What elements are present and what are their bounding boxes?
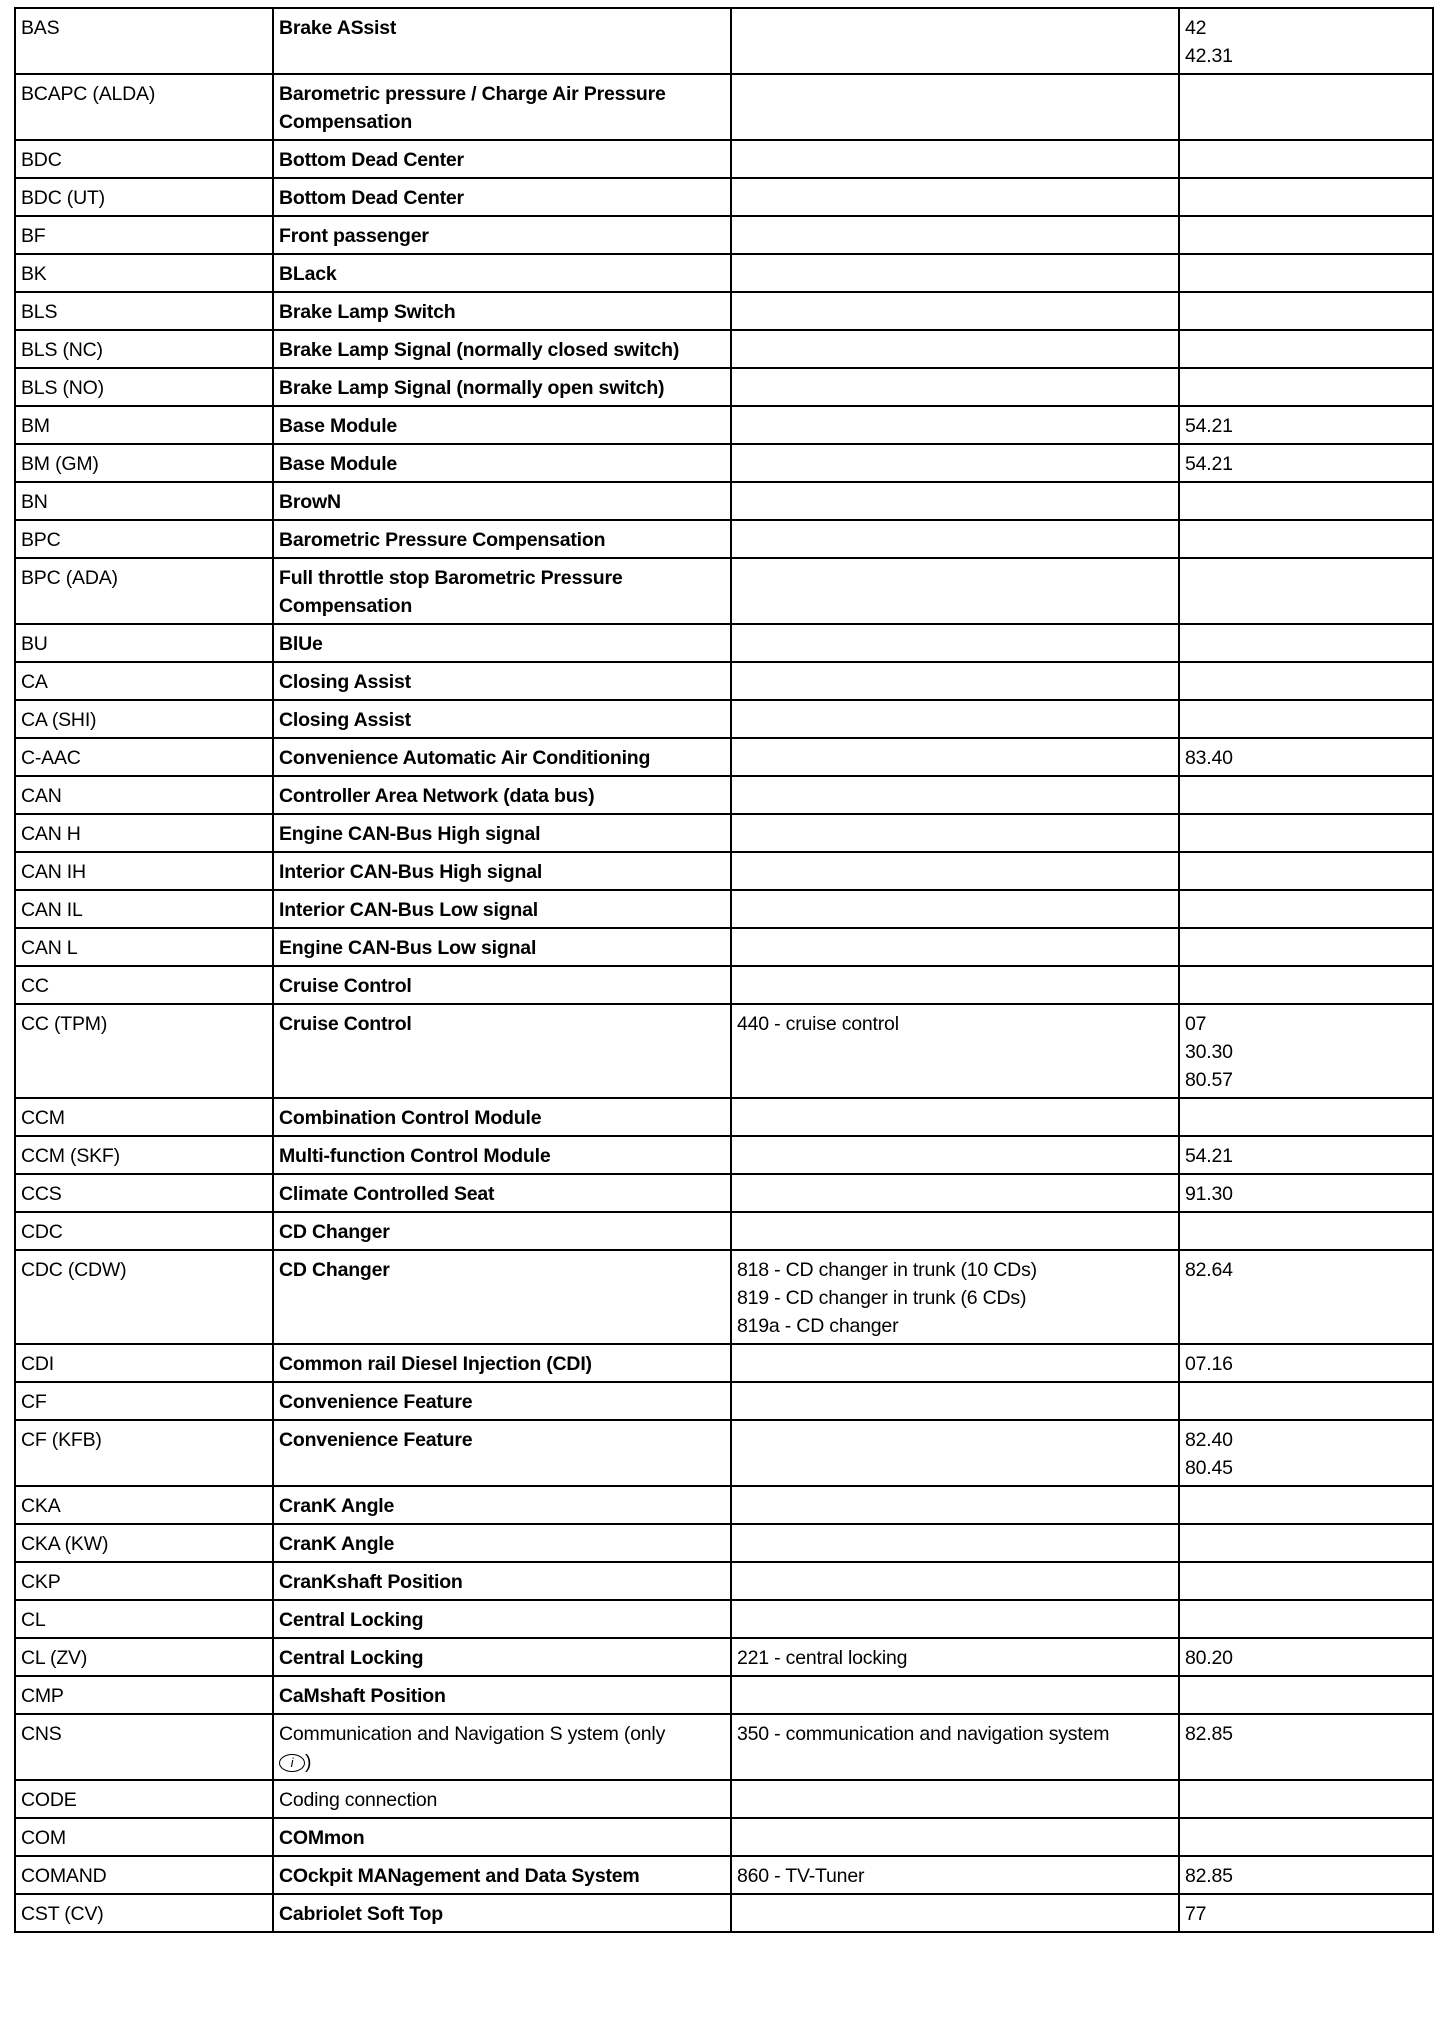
table-row — [15, 1004, 1433, 1098]
description-cell — [273, 1004, 731, 1098]
description-cell — [273, 1382, 731, 1420]
abbreviation-cell: CCM (SKF) — [15, 1136, 273, 1174]
reference-cell — [1179, 444, 1433, 482]
table-row — [15, 852, 1433, 890]
reference-cell — [1179, 330, 1433, 368]
code-line: 818 - CD changer in trunk (10 CDs) — [737, 1259, 1037, 1281]
reference-line: 82.64 — [1185, 1259, 1233, 1281]
description-cell — [273, 140, 731, 178]
reference-cell — [1179, 178, 1433, 216]
description-cell — [273, 1714, 731, 1780]
table-row — [15, 1856, 1433, 1894]
description-text: Common rail Diesel Injection (CDI) — [279, 1353, 592, 1375]
description-text: Climate Controlled Seat — [279, 1183, 495, 1205]
code-cell — [731, 1562, 1179, 1600]
table-row — [15, 1136, 1433, 1174]
table-row — [15, 1212, 1433, 1250]
description-text: Closing Assist — [279, 671, 411, 693]
description-cell — [273, 738, 731, 776]
reference-line: 42 — [1185, 17, 1207, 39]
description-suffix: ) — [305, 1751, 312, 1773]
code-cell — [731, 1856, 1179, 1894]
table-row — [15, 1174, 1433, 1212]
reference-cell — [1179, 254, 1433, 292]
reference-cell — [1179, 1524, 1433, 1562]
abbreviation-cell: CKA — [15, 1486, 273, 1524]
reference-cell — [1179, 776, 1433, 814]
description-text: Central Locking — [279, 1647, 424, 1669]
description-text: COMmon — [279, 1827, 365, 1849]
abbreviation-cell: CODE — [15, 1780, 273, 1818]
code-cell — [731, 1676, 1179, 1714]
abbreviation-cell: BPC (ADA) — [15, 558, 273, 624]
code-cell — [731, 74, 1179, 140]
reference-cell — [1179, 368, 1433, 406]
description-cell — [273, 852, 731, 890]
table-row — [15, 140, 1433, 178]
code-cell — [731, 520, 1179, 558]
table-row — [15, 966, 1433, 1004]
table-row — [15, 700, 1433, 738]
reference-cell — [1179, 292, 1433, 330]
table-row — [15, 1250, 1433, 1344]
table-row — [15, 1780, 1433, 1818]
table-row — [15, 1562, 1433, 1600]
reference-cell — [1179, 890, 1433, 928]
description-text: Central Locking — [279, 1609, 424, 1631]
description-text: Coding connection — [279, 1789, 438, 1811]
description-cell — [273, 1136, 731, 1174]
description-cell — [273, 74, 731, 140]
description-text: Communication and Navigation S ystem (only — [279, 1723, 666, 1745]
code-cell — [731, 178, 1179, 216]
abbreviation-cell: CL — [15, 1600, 273, 1638]
table-row — [15, 520, 1433, 558]
code-cell — [731, 558, 1179, 624]
reference-cell — [1179, 520, 1433, 558]
table-row — [15, 1676, 1433, 1714]
code-cell — [731, 330, 1179, 368]
code-cell — [731, 1780, 1179, 1818]
abbreviation-cell: CNS — [15, 1714, 273, 1780]
abbreviation-cell: BDC — [15, 140, 273, 178]
reference-cell — [1179, 624, 1433, 662]
abbreviation-cell: CA (SHI) — [15, 700, 273, 738]
table-row — [15, 368, 1433, 406]
reference-cell — [1179, 662, 1433, 700]
description-text: Barometric Pressure Compensation — [279, 529, 606, 551]
description-text: Convenience Automatic Air Conditioning — [279, 747, 651, 769]
code-cell — [731, 700, 1179, 738]
abbreviation-cell: CDI — [15, 1344, 273, 1382]
description-cell — [273, 558, 731, 624]
description-text: Convenience Feature — [279, 1429, 473, 1451]
table-row — [15, 558, 1433, 624]
description-cell — [273, 776, 731, 814]
reference-cell — [1179, 216, 1433, 254]
code-line: 350 - communication and navigation system — [737, 1723, 1110, 1745]
table-row — [15, 74, 1433, 140]
reference-line: 80.20 — [1185, 1647, 1233, 1669]
code-cell — [731, 254, 1179, 292]
description-cell — [273, 1174, 731, 1212]
abbreviation-cell: CC (TPM) — [15, 1004, 273, 1098]
description-text: Cabriolet Soft Top — [279, 1903, 443, 1925]
reference-cell — [1179, 1600, 1433, 1638]
table-row — [15, 330, 1433, 368]
code-cell — [731, 1600, 1179, 1638]
description-text: Cruise Control — [279, 1013, 412, 1035]
abbreviation-cell: CCM — [15, 1098, 273, 1136]
code-cell — [731, 1174, 1179, 1212]
description-text: Base Module — [279, 453, 398, 475]
reference-line: 07.16 — [1185, 1353, 1233, 1375]
code-cell — [731, 140, 1179, 178]
description-text: Barometric pressure / Charge Air Pressure Compensation — [279, 83, 666, 133]
reference-cell — [1179, 738, 1433, 776]
abbreviation-cell: BM — [15, 406, 273, 444]
description-text: Full throttle stop Barometric Pressure Compensation — [279, 567, 623, 617]
description-text: Interior CAN-Bus Low signal — [279, 899, 538, 921]
description-text: BrowN — [279, 491, 341, 513]
description-cell — [273, 520, 731, 558]
description-cell — [273, 1676, 731, 1714]
code-cell — [731, 216, 1179, 254]
reference-cell — [1179, 966, 1433, 1004]
abbreviation-cell: CC — [15, 966, 273, 1004]
description-cell — [273, 254, 731, 292]
description-cell — [273, 966, 731, 1004]
description-text: CD Changer — [279, 1259, 390, 1281]
code-line: 440 - cruise control — [737, 1013, 899, 1035]
reference-cell — [1179, 1136, 1433, 1174]
description-text: Brake Lamp Switch — [279, 301, 456, 323]
code-cell — [731, 1714, 1179, 1780]
description-cell — [273, 178, 731, 216]
abbreviation-cell: CKP — [15, 1562, 273, 1600]
description-text: Convenience Feature — [279, 1391, 473, 1413]
description-cell — [273, 1780, 731, 1818]
abbreviation-cell: BDC (UT) — [15, 178, 273, 216]
description-cell — [273, 1818, 731, 1856]
reference-cell — [1179, 852, 1433, 890]
reference-line: 80.45 — [1185, 1457, 1233, 1479]
description-text: CD Changer — [279, 1221, 390, 1243]
code-cell — [731, 928, 1179, 966]
description-text: Multi-function Control Module — [279, 1145, 551, 1167]
description-text: Closing Assist — [279, 709, 411, 731]
description-text: Bottom Dead Center — [279, 187, 464, 209]
code-cell — [731, 1382, 1179, 1420]
code-cell — [731, 444, 1179, 482]
code-cell — [731, 814, 1179, 852]
reference-cell — [1179, 1250, 1433, 1344]
description-text: Combination Control Module — [279, 1107, 542, 1129]
reference-cell — [1179, 140, 1433, 178]
code-cell — [731, 1098, 1179, 1136]
code-cell — [731, 852, 1179, 890]
table-row — [15, 292, 1433, 330]
description-text: BlUe — [279, 633, 323, 655]
reference-cell — [1179, 558, 1433, 624]
description-cell — [273, 814, 731, 852]
table-row — [15, 216, 1433, 254]
code-cell — [731, 1004, 1179, 1098]
reference-cell — [1179, 1174, 1433, 1212]
code-line: 860 - TV-Tuner — [737, 1865, 865, 1887]
reference-cell — [1179, 1780, 1433, 1818]
reference-cell — [1179, 1004, 1433, 1098]
reference-cell — [1179, 74, 1433, 140]
abbreviation-cell: CAN IH — [15, 852, 273, 890]
abbreviation-cell: BLS (NO) — [15, 368, 273, 406]
description-text: CranK Angle — [279, 1533, 395, 1555]
table-row — [15, 814, 1433, 852]
table-row — [15, 1382, 1433, 1420]
reference-line: 82.85 — [1185, 1723, 1233, 1745]
table-row — [15, 1714, 1433, 1780]
code-cell — [731, 292, 1179, 330]
reference-cell — [1179, 406, 1433, 444]
reference-cell — [1179, 1638, 1433, 1676]
description-text: Engine CAN-Bus High signal — [279, 823, 541, 845]
reference-line: 80.57 — [1185, 1069, 1233, 1091]
description-cell — [273, 1420, 731, 1486]
abbreviation-cell: CKA (KW) — [15, 1524, 273, 1562]
code-cell — [731, 890, 1179, 928]
reference-cell — [1179, 1894, 1433, 1932]
abbreviation-cell: CAN — [15, 776, 273, 814]
code-cell — [731, 482, 1179, 520]
abbreviation-cell: BLS (NC) — [15, 330, 273, 368]
table-row — [15, 1420, 1433, 1486]
description-cell — [273, 700, 731, 738]
code-cell — [731, 738, 1179, 776]
abbreviation-table — [14, 7, 1434, 1933]
abbreviation-cell: BLS — [15, 292, 273, 330]
abbreviation-cell: CAN IL — [15, 890, 273, 928]
reference-line: 83.40 — [1185, 747, 1233, 769]
table-row — [15, 1486, 1433, 1524]
table-row — [15, 1524, 1433, 1562]
abbreviation-cell: CAN L — [15, 928, 273, 966]
description-cell — [273, 1638, 731, 1676]
code-cell — [731, 1344, 1179, 1382]
code-cell — [731, 1420, 1179, 1486]
description-text: Cruise Control — [279, 975, 412, 997]
code-cell — [731, 8, 1179, 74]
code-cell — [731, 1894, 1179, 1932]
description-cell — [273, 890, 731, 928]
abbreviation-cell: BF — [15, 216, 273, 254]
code-cell — [731, 776, 1179, 814]
description-cell — [273, 216, 731, 254]
table-row — [15, 1894, 1433, 1932]
abbreviation-cell: CCS — [15, 1174, 273, 1212]
reference-line: 54.21 — [1185, 1145, 1233, 1167]
abbreviation-cell: CST (CV) — [15, 1894, 273, 1932]
description-text: CaMshaft Position — [279, 1685, 446, 1707]
abbreviation-cell: CF (KFB) — [15, 1420, 273, 1486]
abbreviation-cell: BAS — [15, 8, 273, 74]
abbreviation-cell: BU — [15, 624, 273, 662]
description-cell — [273, 1344, 731, 1382]
reference-cell — [1179, 1212, 1433, 1250]
table-row — [15, 178, 1433, 216]
abbreviation-cell: CL (ZV) — [15, 1638, 273, 1676]
table-row — [15, 254, 1433, 292]
reference-line: 54.21 — [1185, 415, 1233, 437]
description-text: Front passenger — [279, 225, 429, 247]
reference-line: 82.40 — [1185, 1429, 1233, 1451]
reference-cell — [1179, 1382, 1433, 1420]
abbreviation-sheet — [14, 7, 1428, 1933]
code-cell — [731, 966, 1179, 1004]
description-text: Engine CAN-Bus Low signal — [279, 937, 537, 959]
description-cell — [273, 330, 731, 368]
description-cell — [273, 368, 731, 406]
table-row — [15, 8, 1433, 74]
code-cell — [731, 1638, 1179, 1676]
reference-line: 91.30 — [1185, 1183, 1233, 1205]
reference-cell — [1179, 1818, 1433, 1856]
description-cell — [273, 406, 731, 444]
description-cell — [273, 1894, 731, 1932]
table-row — [15, 1344, 1433, 1382]
reference-cell — [1179, 814, 1433, 852]
reference-cell — [1179, 700, 1433, 738]
code-cell — [731, 406, 1179, 444]
table-row — [15, 662, 1433, 700]
description-cell — [273, 1562, 731, 1600]
abbreviation-cell: COM — [15, 1818, 273, 1856]
code-cell — [731, 1250, 1179, 1344]
reference-line: 07 — [1185, 1013, 1207, 1035]
description-cell — [273, 1524, 731, 1562]
reference-cell — [1179, 1486, 1433, 1524]
description-text: Brake Lamp Signal (normally open switch) — [279, 377, 665, 399]
reference-cell — [1179, 1420, 1433, 1486]
table-row — [15, 444, 1433, 482]
code-cell — [731, 1524, 1179, 1562]
description-cell — [273, 444, 731, 482]
abbreviation-cell: CA — [15, 662, 273, 700]
code-cell — [731, 1136, 1179, 1174]
table-row — [15, 1600, 1433, 1638]
description-cell — [273, 292, 731, 330]
code-cell — [731, 1212, 1179, 1250]
table-row — [15, 1818, 1433, 1856]
abbreviation-cell: C-AAC — [15, 738, 273, 776]
description-cell — [273, 662, 731, 700]
reference-cell — [1179, 1856, 1433, 1894]
description-text: Interior CAN-Bus High signal — [279, 861, 543, 883]
description-text: CranK Angle — [279, 1495, 395, 1517]
description-cell — [273, 1856, 731, 1894]
description-text: BLack — [279, 263, 337, 285]
description-cell — [273, 1212, 731, 1250]
description-cell — [273, 928, 731, 966]
table-row — [15, 890, 1433, 928]
description-cell — [273, 482, 731, 520]
code-line: 819 - CD changer in trunk (6 CDs) — [737, 1287, 1027, 1309]
reference-cell — [1179, 1098, 1433, 1136]
table-row — [15, 776, 1433, 814]
reference-line: 82.85 — [1185, 1865, 1233, 1887]
abbreviation-cell: CF — [15, 1382, 273, 1420]
abbreviation-cell: CDC — [15, 1212, 273, 1250]
abbreviation-table-body — [15, 8, 1433, 1932]
reference-line: 54.21 — [1185, 453, 1233, 475]
abbreviation-cell: CAN H — [15, 814, 273, 852]
table-row — [15, 624, 1433, 662]
description-cell — [273, 1098, 731, 1136]
code-cell — [731, 624, 1179, 662]
description-text: CranKshaft Position — [279, 1571, 463, 1593]
description-text: Bottom Dead Center — [279, 149, 464, 171]
reference-cell — [1179, 928, 1433, 966]
reference-cell — [1179, 1344, 1433, 1382]
abbreviation-cell: CMP — [15, 1676, 273, 1714]
description-cell — [273, 1600, 731, 1638]
abbreviation-cell: BK — [15, 254, 273, 292]
abbreviation-cell: BPC — [15, 520, 273, 558]
code-line: 221 - central locking — [737, 1647, 908, 1669]
reference-line: 30.30 — [1185, 1041, 1233, 1063]
table-row — [15, 1638, 1433, 1676]
description-cell — [273, 1486, 731, 1524]
code-cell — [731, 368, 1179, 406]
description-text: Controller Area Network (data bus) — [279, 785, 595, 807]
abbreviation-cell: COMAND — [15, 1856, 273, 1894]
abbreviation-cell: BCAPC (ALDA) — [15, 74, 273, 140]
description-cell — [273, 1250, 731, 1344]
table-row — [15, 928, 1433, 966]
reference-line: 42.31 — [1185, 45, 1233, 67]
table-row — [15, 1098, 1433, 1136]
reference-line: 77 — [1185, 1903, 1207, 1925]
description-cell — [273, 8, 731, 74]
description-cell — [273, 624, 731, 662]
abbreviation-cell: CDC (CDW) — [15, 1250, 273, 1344]
code-line: 819a - CD changer — [737, 1315, 899, 1337]
description-text: Base Module — [279, 415, 398, 437]
reference-cell — [1179, 482, 1433, 520]
description-text: Brake Lamp Signal (normally closed switch) — [279, 339, 680, 361]
abbreviation-cell: BN — [15, 482, 273, 520]
info-icon: i — [279, 1754, 305, 1772]
code-cell — [731, 1486, 1179, 1524]
table-row — [15, 738, 1433, 776]
code-cell — [731, 1818, 1179, 1856]
reference-cell — [1179, 1714, 1433, 1780]
description-text: Brake ASsist — [279, 17, 397, 39]
reference-cell — [1179, 1676, 1433, 1714]
table-row — [15, 406, 1433, 444]
reference-cell — [1179, 8, 1433, 74]
reference-cell — [1179, 1562, 1433, 1600]
table-row — [15, 482, 1433, 520]
description-text: COckpit MANagement and Data System — [279, 1865, 640, 1887]
abbreviation-cell: BM (GM) — [15, 444, 273, 482]
code-cell — [731, 662, 1179, 700]
